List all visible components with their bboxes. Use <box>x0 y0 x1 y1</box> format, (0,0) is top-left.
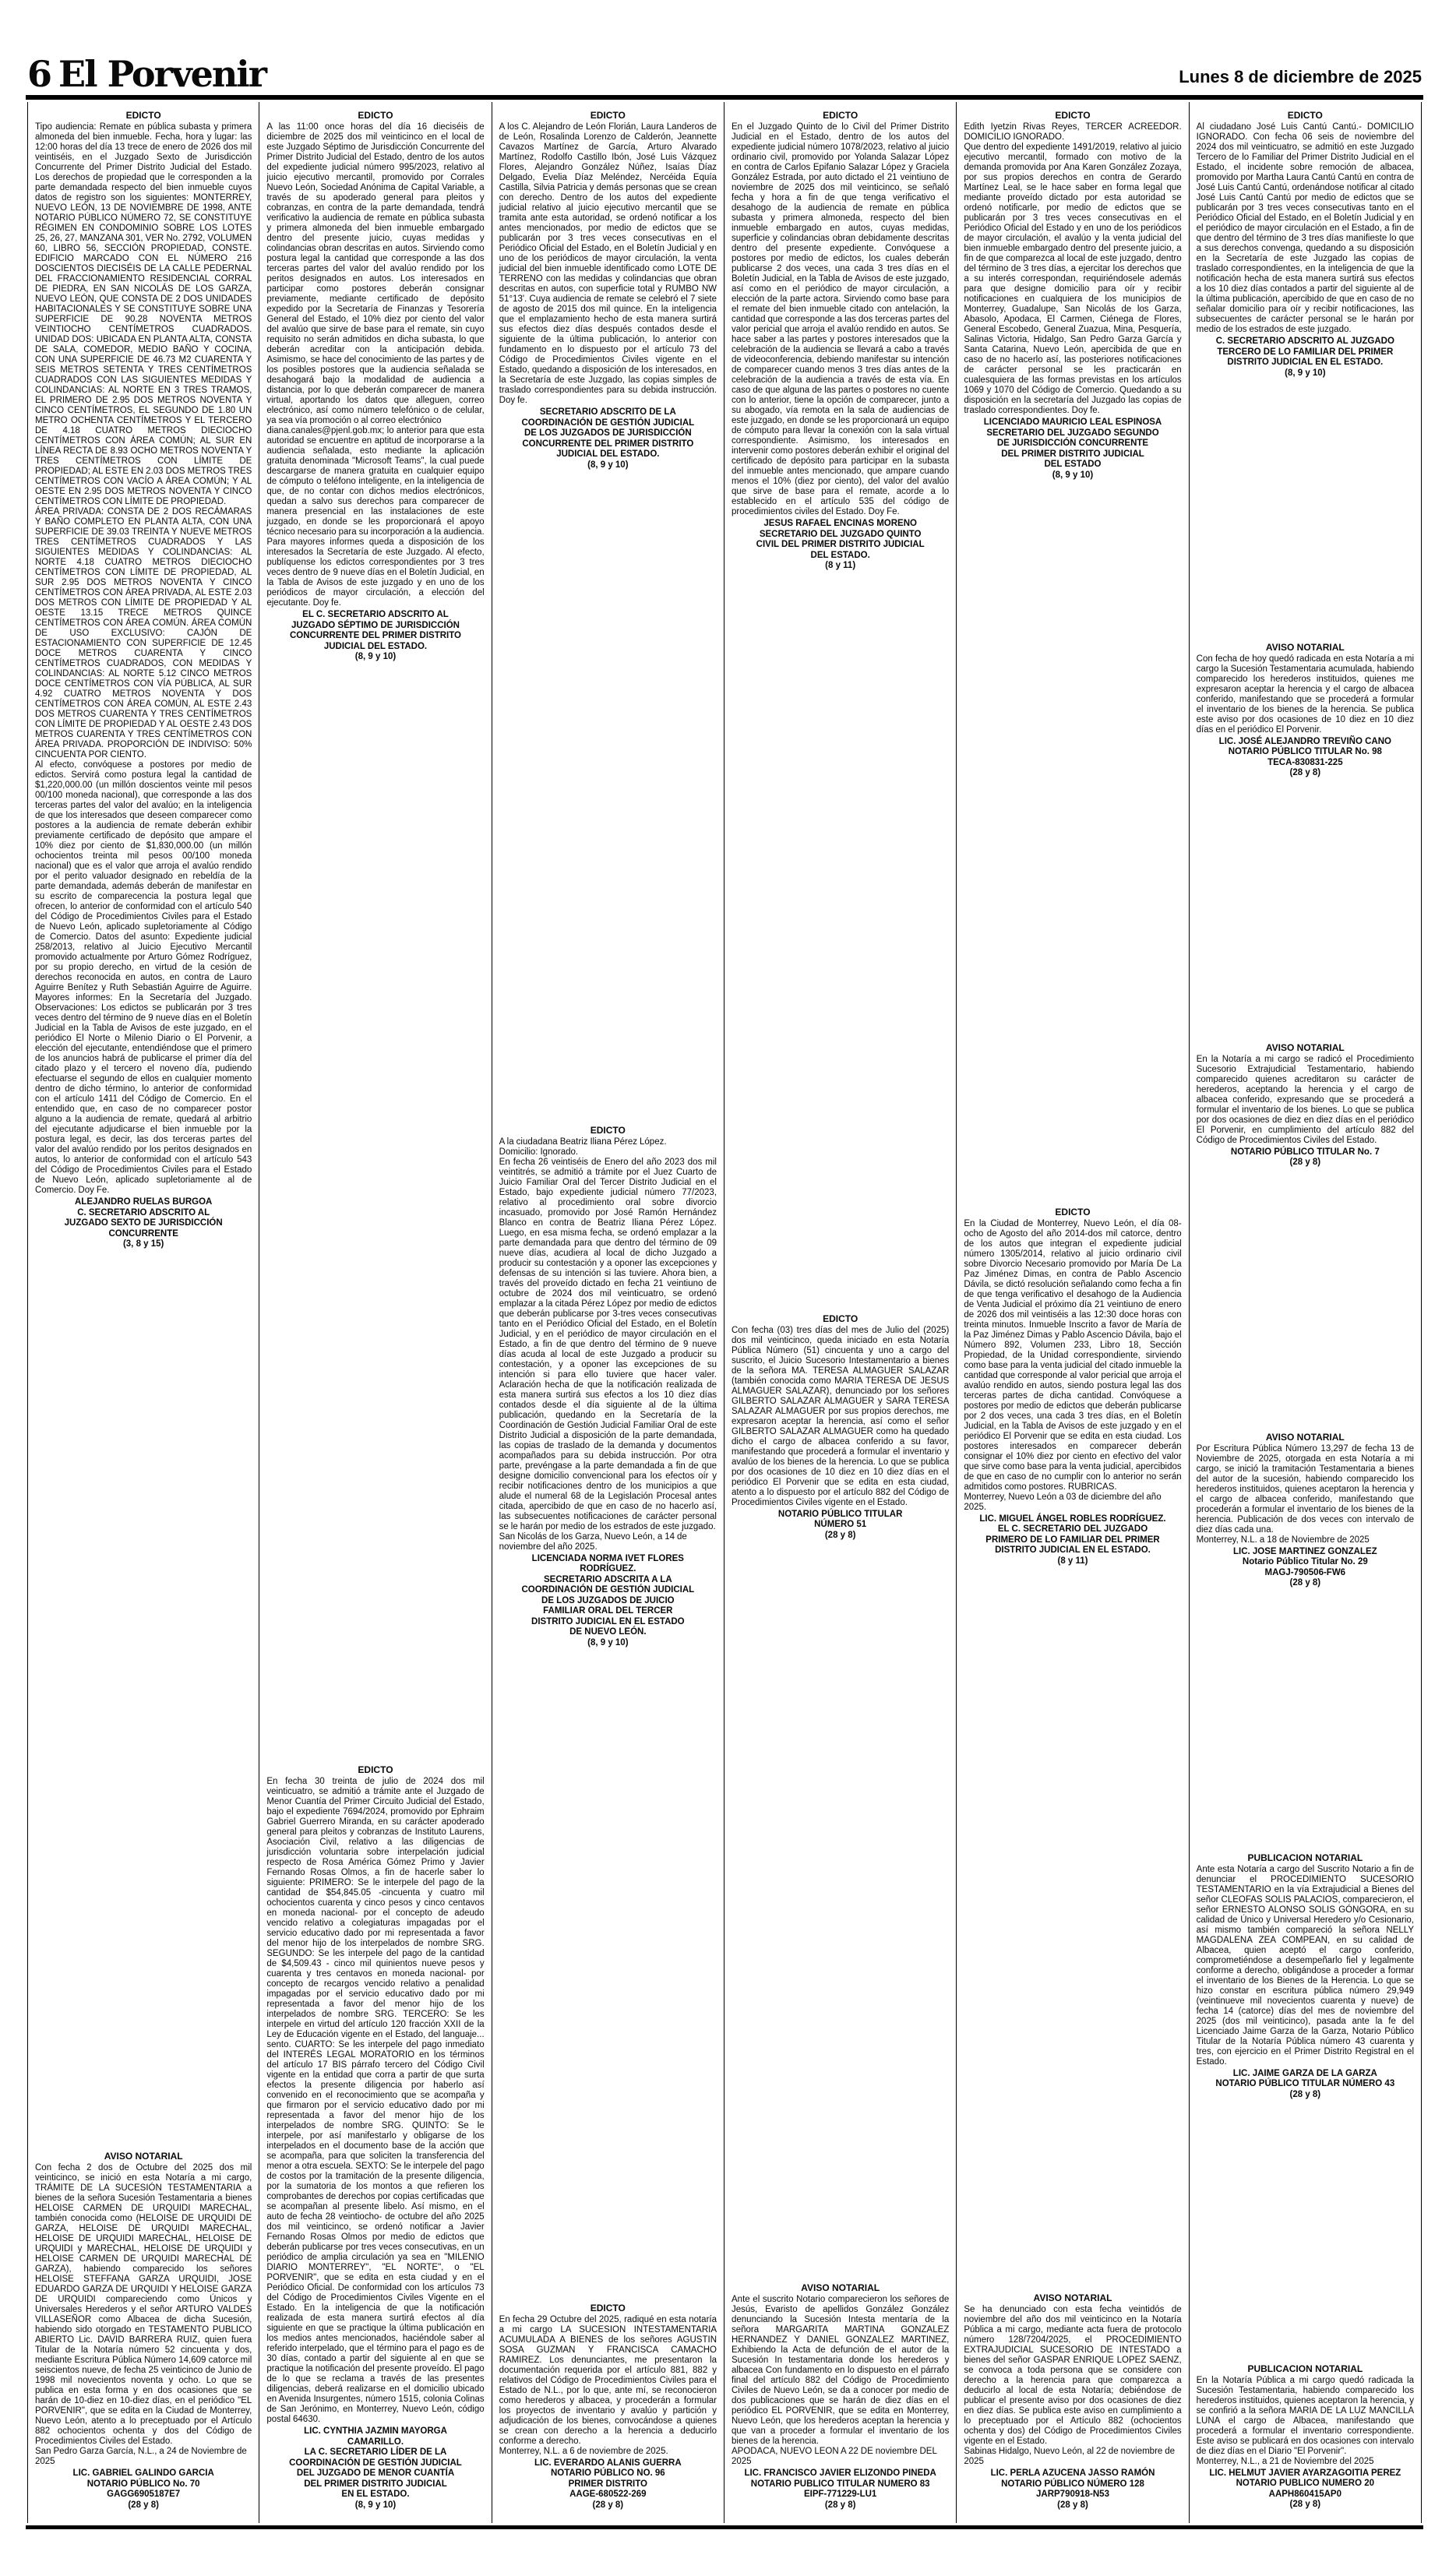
notice-paragraph: Al ciudadano José Luis Cantú Cantú.- DOMICILIO IGNORADO. Con fecha 06 seis de noviembre del 2024 dos mil veinticuatro, se admitió en este Juzgado Tercero de lo Familiar del Primer Distrito Judicial en el Estado, el incidente sobre remoción de albacea, promovido por Martha Laura Cantú Cantú en contra de José Luis Cantú Cantú, ordenándose notificar al citado José Luis Cantú Cantú por medio de edictos que se publicarán por 3 tres veces consecutivas tanto en el Periódico Oficial del Estado, en el Boletín Judicial y en el periódico de mayor circulación en el Estado, a fin de que dentro del término de 3 tres días manifieste lo que a sus derechos convenga, quedando a su disposición en la Secretaría de este Juzgado las copias de traslado correspondientes, en la inteligencia de que la notificación hecha de esta manera surtirá sus efectos a los 10 diez días contados a partir del siguiente al de la última publicación, apercibido de que en caso de no señalar domicilio para oír y recibir notificaciones, las subsecuentes de carácter personal se le harán por medio de los estrados de este juzgado. <box>1196 122 1414 334</box>
notice-paragraph: A los C. Alejandro de León Florián, Laura Landeros de de León, Rosalinda Lorenzo de Calderón, Jeannette Cavazos Martínez de García, Arturo Alvarado Martínez, Rodolfo Castillo Ibón, José Luis Vázquez Flores, Alejandro González Núñez, Isaías Díaz Delgado, Evelia Díaz Meléndez, Nercéida Equía Castilla, Silvia Patricia y demás personas que se crean con derecho. Dentro de los autos del expediente judicial relativo al juicio ejecutivo mercantil que se tramita ante esta autoridad, se ordenó notificar a los antes mencionados, por medio de edictos que se publicarán por 3 tres veces consecutivas en el Periódico Oficial del Estado, en el Boletín Judicial y en uno de los periódicos de mayor circulación, la venta judicial del bien inmueble identificado como LOTE DE TERRENO con las medidas y colindancias que obran descritas en autos, con superficie total y RUMBO NW 51°13'. Cuya audiencia de remate se celebró el 7 siete de agosto de 2015 dos mil quince. En la inteligencia que el emplazamiento hecho de esta manera surtirá sus efectos diez días después contados desde el siguiente de la última publicación, lo anterior con fundamento en lo dispuesto por el artículo 73 del Código de Procedimientos Civiles vigente en el Estado, quedando a disposición de los interesados, en la Secretaría de este Juzgado, las copias simples de traslado correspondientes para su debida instrucción. Doy fe. <box>499 122 717 405</box>
signature-line: DEL ESTADO. <box>810 550 870 560</box>
signature-line: (8, 9 y 10) <box>587 1637 629 1647</box>
signature-line: (28 y 8) <box>1289 2500 1321 2510</box>
signature-line: LIC. GABRIEL GALINDO GARCIA <box>72 2469 214 2478</box>
notice-heading: AVISO NOTARIAL <box>1265 641 1345 653</box>
notice-dateline: Monterrey, N.L., a 21 de Noviembre del 2025 <box>1196 2456 1374 2466</box>
signature-line: NOTARIO PÚBLICO TITULAR No. 7 <box>1230 1147 1380 1157</box>
signature-block <box>1197 1547 1414 1589</box>
signature-block <box>499 2458 717 2511</box>
signature-line: (28 y 8) <box>1289 768 1321 778</box>
notice-heading: EDICTO <box>1055 1206 1091 1218</box>
column-1 <box>27 102 259 2523</box>
notice <box>732 2278 949 2511</box>
signature-line: NOTARIO PÚBLICO TITULAR NÚMERO 43 <box>1215 2079 1395 2089</box>
notice <box>266 1760 484 2511</box>
signature-block <box>732 1510 949 1542</box>
signature-line: LIC. EVERARDO ALANIS GUERRA <box>534 2458 682 2468</box>
signature-line: DE LOS JUZGADOS DE JURISDICCIÓN <box>524 428 692 438</box>
notice-heading: AVISO NOTARIAL <box>1033 2292 1112 2303</box>
signature-line: DE JURISDICCIÓN CONCURRENTE <box>996 439 1149 448</box>
masthead <box>27 53 266 95</box>
notice <box>964 2288 1181 2511</box>
signature-block <box>499 1554 717 1649</box>
notice-heading: AVISO NOTARIAL <box>1265 1041 1345 1053</box>
signature-line: NOTARIO PÚBLICO NÚMERO 128 <box>1001 2479 1144 2489</box>
signature-block <box>1197 337 1414 379</box>
signature-block <box>1197 737 1414 779</box>
signature-line: TERCERO DE LO FAMILIAR DEL PRIMER <box>1217 347 1394 357</box>
notice-dateline: Monterrey, N.L. a 6 de noviembre de 2025. <box>499 2446 668 2456</box>
signature-line: Notario Público Titular No. 29 <box>1242 1557 1368 1567</box>
notice-heading: AVISO NOTARIAL <box>801 2282 880 2293</box>
notice-paragraph: Que dentro del expediente 1491/2019, relativo al juicio ejecutivo mercantil, formado con motivo de la demanda promovida por Ana Karen González Zozaya, por sus propios derechos en contra de Gerardo Martínez Leal, se le hace saber en forma legal que mediante proveído dictado por esta autoridad se ordenó notificarle, por medio de edictos que se publicarán por 3 tres veces consecutivas en el Periódico Oficial del Estado y en uno de los periódicos de mayor circulación, el avalúo y la venta judicial del bien inmueble embargado dentro del presente juicio, a fin de que comparezca al local de este juzgado, dentro del término de 3 tres días, a ejercitar los derechos que a su interés correspondan, requiriéndosele además para que designe domicilio para oír y recibir notificaciones en cualquiera de los municipios de Monterrey, Guadalupe, San Nicolás de los Garza, Abasolo, Apodaca, El Carmen, Ciénega de Flores, General Escobedo, General Zuazua, Mina, Pesquería, Salinas Victoria, Hidalgo, San Pedro Garza García y Santa Catarina, Nuevo León, apercibida de que en caso de no hacerlo así, las posteriores notificaciones de carácter personal se les practicarán en cualesquiera de las formas previstas en los artículos 1069 y 1070 del Código de Comercio. Quedando a su disposición en la secretaría del Juzgado las copias de traslado correspondientes. Doy fe. <box>964 143 1182 415</box>
notice-dateline: Sabinas Hidalgo, Nuevo León, al 22 de noviembre de 2025 <box>964 2447 1176 2466</box>
signature-block <box>1197 2469 1414 2511</box>
notice-heading: EDICTO <box>1287 110 1323 121</box>
signature-line: NOTARIO PÚBLICO TITULAR No. 98 <box>1228 747 1382 757</box>
notice-paragraph: En la Ciudad de Monterrey, Nuevo León, el día 08-ocho de Agosto del año 2014-dos mil catorce, dentro de los autos que integran el expediente judicial número 1305/2014, relativo al juicio ordinario civil sobre Divorcio Necesario promovido por María De La Paz Jiménez Dimas, en contra de Pablo Ascencio Dávila, se dictó resolución señalando como fecha a fin de que tenga verificativo el desahogo de la Audiencia de Venta Judicial el próximo día 21 veintiuno de enero de 2026 dos mil veintiséis a las 12:30 doce horas con treinta minutos. Inmueble Inscrito a favor de María de la Paz Jiménez Dimas y Pablo Ascencio Dávila, bajo el Número 892, Volumen 233, Libro 18, Sección Propiedad, de la Unidad correspondiente, sirviendo como base para la venta judicial del citado inmueble la cantidad que corresponde al valor pericial que arroja el avalúo rendido en autos, siendo postura legal las dos terceras partes de dicha cantidad. Convóquese a postores por medio de edictos que deberán publicarse por 2 dos veces, una cada 3 tres días, en el Boletín Judicial, en la Tabla de Avisos de este juzgado y en el periódico El Porvenir que se edita en esta ciudad. Los postores interesados en comparecer deberán consignar el 10% diez por ciento en efectivo del valor que sirve como base para la venta judicial, apercibidos de que en caso de no cumplir con lo anterior no serán admitidos como postores. RUBRICAS. <box>964 1218 1182 1492</box>
signature-line: DISTRITO JUDICIAL EN EL ESTADO. <box>995 1545 1151 1556</box>
notice-dateline: San Pedro Garza García, N.L., a 24 de Noviembre de 2025 <box>35 2447 247 2466</box>
header-rule <box>26 95 1423 100</box>
signature-line: LIC. MIGUEL ÁNGEL ROBLES RODRÍGUEZ. <box>979 1514 1166 1524</box>
column-4 <box>724 102 957 2523</box>
signature-line: ALEJANDRO RUELAS BURGOA <box>74 1197 213 1207</box>
signature-line: COORDINACIÓN DE GESTIÓN JUDICIAL <box>521 418 695 428</box>
signature-line: SECRETARIO DEL JUZGADO QUINTO <box>759 529 922 539</box>
notice <box>499 2298 717 2511</box>
signature-line: C. SECRETARIO ADSCRITO AL JUZGADO <box>1215 337 1394 346</box>
signature-line: (28 y 8) <box>128 2500 159 2510</box>
signature-line: SECRETARIO DEL JUZGADO SEGUNDO <box>986 428 1159 438</box>
signature-line: JARP790918-N53 <box>1036 2490 1109 2499</box>
notice-paragraph: Por Escritura Pública Número 13,297 de fecha 13 de Noviembre de 2025, otorgada en esta Notaría a mi cargo, se inició la tramitación Testamentaria a bienes del autor de la sucesión, habiendo comparecido los herederos instituidos, quienes aceptaron la herencia y el cargo de albacea conferido, manifestando que procederán a formular el inventario de los bienes de la herencia. Publicación de dos veces con intervalo de diez días cada una. <box>1196 1443 1414 1535</box>
signature-line: LA C. SECRETARIO LÍDER DE LA <box>304 2447 447 2457</box>
signature-line: CONCURRENTE DEL PRIMER DISTRITO <box>289 631 461 640</box>
notice-paragraph: Ante esta Notaría a cargo del Suscrito Notario a fin de denunciar el PROCEDIMIENTO SUCESORIO TESTAMENTARIO en la vía Extrajudicial a Bienes del señor CLEOFAS SOLIS PALACIOS, comparecieron, el señor ERNESTO ALONSO SOLIS GÓNGORA, en su calidad de Único y Universal Heredero y/o Cesionario, así mismo también compareció la señora NELLY MAGDALENA ZEA COMPEAN, en su calidad de Albacea, quien aceptó el cargo conferido, comprometiéndose a desempeñarlo fiel y legalmente conforme a derecho, obligándose a proceder a formar el inventario de los Bienes de la Herencia. Lo que se hizo constar en escritura pública número 29,949 (veintinueve mil novecientos cuarenta y nueve) de fecha 14 (catorce) días del mes de noviembre del 2025 (dos mil veinticinco), pasada ante la fe del Licenciado Jaime Garza de la Garza, Notario Público Titular de la Notaría Pública número 43 cuarenta y tres, con ejercicio en el Primer Distrito Registral en el Estado. <box>1196 1864 1414 2067</box>
signature-line: (8, 9 y 10) <box>1052 470 1094 480</box>
signature-line: DEL PRIMER DISTRITO JUDICIAL <box>1001 449 1144 459</box>
signature-line: LIC. JOSE MARTINEZ GONZALEZ <box>1233 1546 1377 1556</box>
footer-rule <box>26 2525 1423 2529</box>
signature-line: COORDINACIÓN DE GESTIÓN JUDICIAL <box>289 2458 462 2468</box>
signature-line: MAGJ-790506-FW6 <box>1264 1567 1346 1577</box>
column-2 <box>259 102 492 2523</box>
notice <box>1197 1848 1414 2101</box>
signature-line: LIC. HELMUT JAVIER AYARZAGOITIA PEREZ <box>1209 2468 1401 2478</box>
notice-paragraph: Domicilio: Ignorado. <box>499 1147 579 1157</box>
signature-line: LICENCIADA NORMA IVET FLORES <box>531 1553 684 1563</box>
signature-line: JUDICIAL DEL ESTADO. <box>323 641 428 651</box>
signature-line: FAMILIAR ORAL DEL TERCER <box>543 1606 673 1616</box>
notice <box>1197 637 1414 779</box>
signature-line: JUZGADO SEXTO DE JURISDICCIÓN <box>64 1218 223 1228</box>
signature-block <box>964 418 1181 481</box>
signature-line: PRIMERO DE LO FAMILIAR DEL PRIMER <box>985 1535 1160 1545</box>
signature-line: (8 y 11) <box>1057 1556 1088 1566</box>
signature-block <box>964 2469 1181 2511</box>
notice-heading: PUBLICACION NOTARIAL <box>1247 1852 1363 1863</box>
notice-paragraph: ÁREA PRIVADA: CONSTA DE 2 DOS RECÁMARAS Y BAÑO COMPLETO EN PLANTA ALTA, CON UNA SUPERFICIE DE 39.03 TREINTA Y NUEVE METROS TRES CENTÍMETROS CUADRADOS Y LAS SIGUIENTES MEDIDAS Y COLINDANCIAS: AL NORTE 4.18 CUATRO METROS DIECIOCHO CENTÍMETROS CON LÍMITE DE PROPIEDAD, AL SUR 2.95 DOS METROS NOVENTA Y CINCO CENTÍMETROS CON ÁREA PRIVADA, AL ESTE 2.03 DOS METROS CON LÍMITE DE PROPIEDAD Y AL OESTE 13.15 TRECE METROS QUINCE CENTÍMETROS CON ÁREA COMÚN. ÁREA COMÚN DE USO EXCLUSIVO: CAJÓN DE ESTACIONAMIENTO CON SUPERFICIE DE 12.45 DOCE METROS CUARENTA Y CINCO CENTÍMETROS CUADRADOS, CON MEDIDAS Y COLINDANCIAS: AL NORTE 5.12 CINCO METROS DOCE CENTÍMETROS CON VÍA PÚBLICA, AL SUR 4.92 CUATRO METROS NOVENTA Y DOS CENTÍMETROS CON ÁREA COMÚN, AL ESTE 2.43 DOS METROS CUARENTA Y TRES CENTÍMETROS CON LÍMITE DE PROPIEDAD Y AL OESTE 2.43 DOS METROS CUARENTA Y TRES CENTÍMETROS CON ÁREA PRIVADA. PROPORCIÓN DE INDIVISO: 50% CINCUENTA POR CIENTO. <box>35 507 252 759</box>
signature-line: (8, 9 y 10) <box>354 2500 397 2510</box>
notice <box>1197 105 1414 379</box>
notice-heading: EDICTO <box>590 2302 626 2313</box>
signature-line: DEL ESTADO <box>1044 460 1102 469</box>
notice <box>1197 2359 1414 2511</box>
signature-line: AAPH860415AP0 <box>1268 2489 1341 2499</box>
signature-line: DEL JUZGADO DE MENOR CUANTÍA <box>296 2469 455 2478</box>
notice <box>499 105 717 470</box>
signature-line: SECRETARIO ADSCRITA A LA <box>544 1574 672 1584</box>
signature-line: AAGE-680522-269 <box>569 2490 647 2499</box>
signature-line: JUZGADO SÉPTIMO DE JURISDICCIÓN <box>291 620 460 630</box>
notice-heading: AVISO NOTARIAL <box>104 2151 183 2162</box>
notice <box>35 105 252 1250</box>
notice <box>35 2146 252 2511</box>
signature-line: LIC. JOSÉ ALEJANDRO TREVIÑO CANO <box>1218 736 1391 746</box>
notice-paragraph: diana.canales@pjenl.gob.mx; lo anterior para que esta autoridad se encuentre en aptitud de incorporarse a la audiencia señalada, esto mediante la aplicación gratuita denominada "Microsoft Teams", la cual puede descargarse de manera gratuita en cualquier equipo de cómputo o teléfono inteligente, en la inteligencia de que, de no contar con dichos medios electrónicos, quedan a salvo sus derechos para comparecer de manera presencial en las instalaciones de este juzgado, en donde se les proporcionará el apoyo técnico necesario para su incorporación a la audiencia. Para mayores informes queda a disposición de los interesados la Secretaría de este Juzgado. Al efecto, publíquense los edictos correspondientes por 3 tres veces dentro de 9 nueve días en el Boletín Judicial, en la Tabla de Avisos de este juzgado y en uno de los periódicos de mayor circulación, a elección del ejecutante. Doy fe. <box>266 426 485 608</box>
signature-line: GAGG6905187E7 <box>107 2490 181 2499</box>
notice-paragraph: En fecha 30 treinta de julio de 2024 dos mil veinticuatro, se admitió a trámite ante el Juzgado de Menor Cuantía del Primer Circuito Judicial del Estado, bajo el expediente 7694/2024, promovido por Ephraim Gabriel Guerrero Miranda, en su carácter apoderado general para pleitos y cobranzas de Instituto Laurens, Asociación Civil, relativo a las diligencias de jurisdicción voluntaria sobre interpelación judicial respecto de Rosa América Gómez Primo y Javier Fernando Rosas Olmos, a fin de hacerle saber lo siguiente: PRIMERO: Se le interpele del pago de la cantidad de $54,845.05 -cincuenta y cuatro mil ochocientos cuarenta y cinco pesos y cinco centavos en moneda nacional- por el concepto de adeudo vencido relativo a colegiaturas impagadas por el servicio educativo dado por mi representada a favor del menor hijo de los interpelados de nombre SRG. SEGUNDO: Se les interpele del pago de la cantidad de $4,509.43 - cinco mil quinientos nueve pesos y cuarenta y tres centavos en moneda nacional- por concepto de recargos vencido relativo a penalidad impagadas por el servicio educativo dado por mi representada a favor del menor hijo de los interpelados de nombre SRG. TERCERO: Se les interpele en virtud del artículo 120 fracción XXII de la Ley de Educación vigente en el Estado, del languaje... sento. CUARTO: Se les interpele del pago inmediato del INTERÉS LEGAL MORATORIO en los términos del artículo 17 BIS párrafo tercero del Código Civil vigente en la entidad que corra a partir de que surta efectos la presente diligencia por haberlo así convenido en el reconocimiento que se acompaña y que firmaron por el servicio educativo dado por mi representada a favor del menor hijo de los interpelados de nombre SRG. QUINTO: Se le interpele, por así manifestarlo y obligarse de los interpelados en el documento base de la acción que se acompaña, para que soliciten la transferencia del menor a otra escuela. SEXTO: Se le interpele del pago de costos por la tramitación de la presente diligencia, por la sumatoria de los montos a que refieren los comprobantes de derechos por copias certificadas que se acompañan al presente libelo. Así mismo, en el auto de fecha 28 veintiocho- de octubre del año 2025 dos mil veinticinco, se ordenó notificar a Javier Fernando Rosas Olmos por medio de edictos que deberán publicarse por tres veces consecutivas, en un periódico de amplia circulación ya sea en "MILENIO DIARIO MONTERREY", "EL NORTE", o "EL PORVENIR", que se edita en esta ciudad y en el Periódico Oficial. De conformidad con los artículos 73 del Código de Procedimientos Civiles Vigente en el Estado. En la inteligencia de que la notificación realizada de esta manera surtirá efectos al día siguiente en que se practique la última publicación en los medios antes mencionados, haciéndole saber al referido interpelado, que el término para el pago es de 30 días, contado a partir del siguiente al en que se practique la notificación del presente proveído. El pago de lo que se reclama a través de las presentes diligencias, deberá realizarse en el domicilio ubicado en Avenida Insurgentes, número 1515, colonia Colinas de San Jerónimo, en Monterrey, Nuevo León, código postal 64630. <box>266 1777 485 2424</box>
signature-line: (8, 9 y 10) <box>1285 368 1326 378</box>
signature-line: JESUS RAFAEL ENCINAS MORENO <box>763 519 917 528</box>
notice-paragraph: En fecha 29 Octubre del 2025, radiqué en esta notaría a mi cargo LA SUCESION INTESTAMENTARIA ACUMULADA A BIENES de los señores AGUSTIN SOSA GUZMAN Y FRANCISCA CAMACHO RAMIREZ. Los denunciantes, me presentaron la documentación requerida por el artículo 881, 882 y relativos del Código de Procedimientos Civiles para el Estado de N.L., por lo que, ante mí, se reconocieron como herederos y albacea, y procederán a formular los proyectos de inventario y avalúo y partición y adjudicación de los bienes, convocándose a quienes se crean con derecho a la herencia a deducirlo conforme a derecho. <box>499 2314 717 2446</box>
signature-block <box>35 1197 252 1250</box>
signature-block <box>266 610 484 663</box>
page-number: 6 <box>27 53 51 95</box>
notice-heading: EDICTO <box>590 1124 626 1136</box>
signature-line: EIPF-771229-LU1 <box>804 2490 877 2499</box>
signature-line: (28 y 8) <box>1057 2500 1088 2510</box>
notice-paragraph: Con fecha (03) tres días del mes de Julio del (2025) dos mil veinticinco, queda iniciado en esta Notaría Pública Número (51) cincuenta y uno a cargo del suscrito, el Juicio Sucesorio Intestamentario a bienes de la señora MA. TERESA ALMAGUER SALAZAR (también conocida como MARIA TERESA DE JESUS ALMAGUER SALAZAR), denunciado por los señores GILBERTO SALAZAR ALMAGUER y SARA TERESA SALAZAR ALMAGUER por sus propios derechos, me expresaron aceptar la herencia, así como el señor GILBERTO SALAZAR ALMAGUER como ha quedado dicho el cargo de albacea conferido a su favor, manifestando que procederá a formular el inventario y avalúo de los bienes de la herencia. Lo que se publica por dos ocasiones de 10 diez en 10 diez días en el periódico El Porvenir que se edita en esta ciudad, atento a lo dispuesto por el artículo 882 del Código de Procedimientos Civiles vigente en el Estado. <box>732 1325 950 1507</box>
notice-paragraph: Al efecto, convóquese a postores por medio de edictos. Servirá como postura legal la cantidad de $1,220,000.00 (un millón doscientos veinte mil pesos 00/100 moneda nacional), que corresponde a las dos terceras partes del valor del avalúo; en la inteligencia de que los interesados que deseen comparecer como postores a la audiencia de remate deberán exhibir previamente certificado de depósito que ampare el 10% diez por ciento de $1,830,000.00 (un millón ochocientos treinta mil pesos 00/100 moneda nacional) que es el valor que arroja el avalúo rendido por el perito valuador designado en rebeldía de la parte demandada, además deberán de manifestar en su escrito de comparecencia la postura legal que ofrecen, lo anterior de conformidad con el artículo 540 del Código de Procedimientos Civiles para el Estado de Nuevo León, aplicado supletoriamente al Código de Comercio. Datos del asunto: Expediente judicial 258/2013, relativo al Juicio Ejecutivo Mercantil promovido actualmente por Arturo Gómez Rodríguez, por su propio derecho, en virtud de la cesión de derechos reconocida en autos, en contra de Lauro Aguirre Benítez y Ruth Sebastián Aguirre de Aguirre. Mayores informes: En la Secretaría del Juzgado. Observaciones: Los edictos se publicarán por 3 tres veces dentro del término de 9 nueve días en el Boletín Judicial en la Tabla de Avisos de este juzgado, en el periódico El Norte o Milenio Diario o El Porvenir, a elección del ejecutante, entendiéndose que el primero de los anuncios habrá de publicarse el primer día del citado plazo y el tercero el noveno día, pudiendo efectuarse el segundo de ellos en cualquier momento dentro de dicho término, lo anterior de conformidad con el artículo 1411 del Código de Comercio. En el entendido que, en caso de no comparecer postor alguno a la audiencia de remate, quedará al arbitrio del ejecutante adjudicarse el bien inmueble por la postura legal, es decir, las dos terceras partes del valor del avalúo rendido por los peritos designados en autos, lo anterior de conformidad con el artículo 543 del Código de Procedimientos Civiles para el Estado de Nuevo León, aplicado supletoriamente al de Comercio. Doy Fe. <box>35 760 252 1195</box>
signature-line: DE LOS JUZGADOS DE JUICIO <box>541 1595 675 1605</box>
signature-line: NOTARIO PUBLICO TITULAR NUMERO 83 <box>750 2479 930 2489</box>
page-header <box>26 45 1423 95</box>
signature-line: (8 y 11) <box>825 561 856 570</box>
notice-heading: EDICTO <box>125 110 161 121</box>
edition-date: Lunes 8 de diciembre de 2025 <box>1179 67 1422 86</box>
notice <box>499 1120 717 1649</box>
signature-line: EL C. SECRETARIO DEL JUZGADO <box>997 1524 1148 1535</box>
signature-line: NOTARIO PÚBLICO TITULAR <box>777 1509 903 1519</box>
signature-block <box>499 407 717 470</box>
notice <box>1197 1038 1414 1168</box>
notice-dateline: Monterrey, N.L. a 18 de Noviembre de 2025 <box>1196 1535 1370 1545</box>
notice <box>964 1202 1181 1567</box>
notice-heading: EDICTO <box>590 110 626 121</box>
signature-line: LICENCIADO MAURICIO LEAL ESPINOSA <box>983 418 1162 427</box>
column-3 <box>492 102 724 2523</box>
column-6 <box>1190 102 1422 2523</box>
notice <box>1197 1427 1414 1589</box>
notice-paragraph: En el Juzgado Quinto de lo Civil del Primer Distrito Judicial en el Estado, dentro de los autos del expediente judicial número 1078/2023, relativo al juicio ordinario civil, promovido por Yolanda Salazar López en contra de Carlos Epifanio Salazar López y Graciela González Estrada, por auto dictado el 21 veintiuno de noviembre de 2025 dos mil veinticinco, se señaló fecha y hora a fin de que tenga verificativo el desahogo de la audiencia de remate en pública subasta y primera almoneda, respecto del bien inmueble embargado en autos, cuyas medidas, superficie y colindancias obran debidamente descritas dentro del presente expediente. Convóquese a postores por medio de edictos, los cuales deberán publicarse 2 dos veces, una cada 3 tres días en el Boletín Judicial, en la Tabla de Avisos de este juzgado, así como en el periódico de mayor circulación, a elección de la parte actora. Sirviendo como base para el remate del bien inmueble citado con antelación, la cantidad que corresponde a las dos terceras partes del valor pericial que arroja el avalúo rendido en autos. Se hace saber a las partes y postores interesados que la celebración de la audiencia se llevará a cabo a través de videoconferencia, debiendo manifestar su intención de comparecer cuando menos 3 tres días antes de la celebración de la audiencia a través de esta vía. En caso de que alguna de las partes o postores no cuente con lo anterior, tiene la opción de comparecer, junto a su abogado, vía remota en la sala de audiencias de este juzgado, en donde se les proporcionará un equipo de cómputo para llevar la conexión con la sala virtual correspondiente. Asimismo, los interesados en intervenir como postores deberán exhibir el original del certificado de depósito para participar en la subasta del inmueble antes mencionado, que ampare cuando menos el 10% (diez por ciento), del valor del avalúo que sirve de base para el remate, acorde a lo establecido en el artículo 535 del código de procedimientos civiles del Estado. Doy Fe. <box>732 122 950 516</box>
signature-line: LIC. JAIME GARZA DE LA GARZA <box>1232 2068 1377 2078</box>
signature-line: (8, 9 y 10) <box>587 460 629 470</box>
signature-line: CONCURRENTE DEL PRIMER DISTRITO <box>522 439 694 449</box>
signature-block <box>266 2426 484 2511</box>
signature-line: LIC. CYNTHIA JAZMIN MAYORGA <box>304 2426 447 2436</box>
signature-line: (28 y 8) <box>592 2500 624 2510</box>
signature-line: RODRÍGUEZ. <box>580 1564 636 1573</box>
notice-paragraph: Se ha denunciado con esta fecha veintidós de noviembre del año dos mil veinticinco en la Notaría Pública a mi cargo, mediante acta fuera de protocolo número 128/7204/2025, el PROCEDIMIENTO EXTRAJUDICIAL SUCESORIO DE INTESTADO a bienes del señor GASPAR ENRIQUE LOPEZ SAENZ, se convoca a toda persona que se considere con derecho a la herencia para que comparezca a deducirlo al local de esta Notaría; debiéndose de publicar el presente aviso por dos ocasiones de diez en diez días. Se publica este aviso en cumplimiento a lo preceptuado por el Artículo 882 (ochocientos ochenta y dos) del Código de Procedimientos Civiles vigente en el Estado. <box>964 2305 1182 2446</box>
notice <box>732 105 949 572</box>
notice-heading: EDICTO <box>358 1764 393 1775</box>
notice-paragraph: Tipo audiencia: Remate en pública subasta y primera almoneda del bien inmueble. Fecha, hora y lugar: las 12:00 horas del día 13 trece de enero de 2026 dos mil veintiséis, en el Juzgado Sexto de Jurisdicción Concurrente del Primer Distrito Judicial del Estado. Los derechos de propiedad que le corresponden a la parte demandada respecto del bien inmueble cuyos datos de registro son los siguientes: MONTERREY, NUEVO LEÓN, 13 DE NOVIEMBRE DE 1998, ANTE NOTARIO PÚBLICO NÚMERO 72, SE CONSTITUYE RÉGIMEN EN CONDOMINIO SOBRE LOS LOTES 25, 26, 27, MANZANA 301, VER No. 2792, VOLUMEN 60, LIBRO 56, SECCIÓN PROPIEDAD, CONSTE. EDIFICIO MARCADO CON EL NÚMERO 216 DOSCIENTOS DIECISÉIS DE LA CALLE PEDERNAL DEL FRACCIONAMIENTO RESIDENCIAL CORRAL DE PIEDRA, EN SAN NICOLÁS DE LOS GARZA, NUEVO LEÓN, QUE CONSTA DE 2 DOS UNIDADES HABITACIONALES Y SE CONSTITUYE SOBRE UNA SUPERFICIE DE 90.28 NOVENTA METROS VEINTIOCHO CENTÍMETROS CUADRADOS. UNIDAD DOS: UBICADA EN PLANTA ALTA, CONSTA DE SALA, COMEDOR, MEDIO BAÑO Y COCINA, CON UNA SUPERFICIE DE 46.73 M2 CUARENTA Y SEIS METROS SETENTA Y TRES CENTÍMETROS CUADRADOS CON LAS SIGUIENTES MEDIDAS Y COLINDANCIAS: AL NORTE EN 3 TRES TRAMOS, EL PRIMERO DE 2.95 DOS METROS NOVENTA Y CINCO CENTÍMETROS, EL SEGUNDO DE 1.80 UN METRO OCHENTA CENTÍMETROS Y EL TERCERO DE 4.18 CUATRO METROS DIECIOCHO CENTÍMETROS CON ÁREA COMÚN; AL SUR EN LÍNEA RECTA DE 8.93 OCHO METROS NOVENTA Y TRES CENTÍMETROS CON LÍMITE DE PROPIEDAD; AL ESTE EN 2.03 DOS METROS TRES CENTÍMETROS CON VACÍO A ÁREA COMÚN; Y AL OESTE EN 2.95 DOS METROS NOVENTA Y CINCO CENTÍMETROS CON LÍMITE DE PROPIEDAD. <box>35 122 252 506</box>
notice <box>732 1309 949 1542</box>
signature-line: TECA-830831-225 <box>1267 757 1343 767</box>
signature-line: (3, 8 y 15) <box>122 1239 164 1249</box>
signature-block <box>35 2469 252 2511</box>
signature-block <box>964 1514 1181 1567</box>
notice-paragraph: Con fecha 2 dos de Octubre del 2025 dos mil veinticinco, se inició en esta Notaría a mi cargo, TRÁMITE DE LA SUCESIÓN TESTAMENTARIA a bienes de la señora Sucesión Testamentaria a bienes HELOISE CARMEN DE URQUIDI MARECHAL, también conocida como (HELOISE DE URQUIDI DE GARZA, HELOISE DE URQUIDI MARECHAL, HELOISE DE URQUIDI MARECHAL, HELOISE DE URQUIDI y MARECHAL, HELOISE DE URQUIDI y HELOISE CARMEN DE URQUIDI MARECHAL DE GARZA), habiendo comparecido los señores HELOISE STEFFANA GARZA URQUIDI, JOSE EDUARDO GARZA DE URQUIDI Y HELOISE GARZA DE URQUIDI compareciendo como Únicos y Universales Herederos y el señor ARTURO VALDES VILLASEÑOR como Albacea de dicha Sucesión, habiendo sido otorgado en TESTAMENTO PUBLICO ABIERTO Lic. DAVID BARRERA RUIZ, quien fuera Titular de la Notaría número 52 cincuenta y dos, mediante Escritura Pública Número 14,609 catorce mil seiscientos nueve, de fecha 25 veinticinco de Junio de 1998 mil novecientos noventa y ocho. Lo que se publica en esta forma y en dos ocasiones que se harán de 10-diez en 10-diez días, en el periódico "EL PORVENIR", que se edita en la Ciudad de Monterrey, Nuevo León, atento a lo preceptuado por el Artículo 882 ochocientos ochenta y dos del Código de Procedimientos Civiles del Estado. <box>35 2163 252 2446</box>
notice-heading: PUBLICACION NOTARIAL <box>1247 2363 1363 2374</box>
notice-paragraph: A las 11:00 once horas del día 16 dieciséis de diciembre de 2025 dos mil veinticinco en el local de este Juzgado Séptimo de Jurisdicción Concurrente del Primer Distrito Judicial del Estado, dentro de los autos del expediente judicial número 995/2023, relativo al juicio ejecutivo mercantil, promovido por Corrales Nuevo León, Sociedad Anónima de Capital Variable, a través de su apoderado general para pleitos y cobranzas, en contra de la parte demandada, tendrá verificativo la audiencia de remate en pública subasta y primera almoneda del bien inmueble embargado dentro del presente juicio, cuyas medidas y colindancias obran descritas en autos. Sirviendo como postura legal la cantidad que corresponde a las dos terceras partes del valor del avalúo rendido por los peritos designados en autos. Los interesados en participar como postores deberán consignar previamente, mediante certificado de depósito expedido por la Secretaría de Finanzas y Tesorería General del Estado, el 10% diez por ciento del valor del avalúo que sirve de base para el remate, sin cuyo requisito no serán admitidos en dicha subasta, lo que deberán acreditar con la anticipación debida. Asimismo, se hace del conocimiento de las partes y de los posibles postores que la audiencia señalada se desahogará bajo la modalidad de audiencia a distancia, por lo que deberán comparecer de manera virtual, aportando los datos que alleguen, correo electrónico, así como número telefónico o de celular, ya sea vía promoción o al correo electrónico <box>266 122 485 425</box>
notice-paragraph: En fecha 26 veintiséis de Enero del año 2023 dos mil veintitrés, se admitió a trámite por el Juez Cuarto de Juicio Familiar Oral del Tercer Distrito Judicial en el Estado, bajo expediente judicial número 77/2023, relativo al procedimiento oral sobre divorcio incasuado, promovido por José Ramón Hernández Blanco en contra de Beatriz Iliana Pérez López. Luego, en esa misma fecha, se ordenó emplazar a la parte demandada para que dentro del término de 09 nueve días, acudiera al local de dicho Juzgado a producir su contestación y a oponer las excepciones y defensas de su intención si las tuviere. Ahora bien, a través del proveído dictado en fecha 21 veintiuno de octubre de 2024 dos mil veinticuatro, se ordenó emplazar a la citada Pérez López por medio de edictos que deberán publicarse por 3-tres veces consecutivas tanto en el Periódico Oficial del Estado, en el Boletín Judicial, y en el periódico de mayor circulación en el Estado, a fin de que dentro del término de 9 nueve días acuda al local de este Juzgado a producir su contestación, y a oponer las excepciones de su intención si para ello tuviere que hacer valer. Aclaración hecha de que la notificación realizada de esta manera surtirá sus efectos a los 10 diez días contados desde el día siguiente al de la última publicación, quedando en la Secretaría de la Coordinación de Gestión Judicial Familiar Oral de este Distrito Judicial a disposición de la parte demandada, las copias de traslado de la demanda y documentos acompañados para su debida instrucción. Por otra parte, prevéngase a la parte demandada a fin de que designe domicilio convencional para los efectos oír y recibir notificaciones dentro de los municipios a que alude el numeral 68 de la Legislación Procesal antes citada, apercibido de que en caso de no hacerlo así, las subsecuentes notificaciones de carácter personal se le harán por medio de los estrados de este juzgado. <box>499 1157 717 1531</box>
signature-line: (28 y 8) <box>1289 1158 1321 1168</box>
notice-paragraph: A la ciudadana Beatriz Iliana Pérez López. <box>499 1136 667 1147</box>
signature-line: SECRETARIO ADSCRITO DE LA <box>539 407 676 417</box>
signature-line: CIVIL DEL PRIMER DISTRITO JUDICIAL <box>756 540 925 549</box>
notice-heading: EDICTO <box>1055 110 1091 121</box>
notice-paragraph: En la Notaría Pública a mi cargo quedó radicada la Sucesión Testamentaria, habiendo comparecido los herederos instituidos, quienes aceptaron la herencia, y se confirió a la señora MARIA DE LA LUZ MANCILLA LUNA el cargo de Albacea, manifestando que procederá a formular el inventario correspondiente. Este aviso se publicará en dos ocasiones con intervalo de diez días en el Diario "El Porvenir". <box>1196 2375 1414 2456</box>
signature-line: NOTARIO PÚBLICO No. 70 <box>86 2479 200 2489</box>
notice-paragraph: Con fecha de hoy quedó radicada en esta Notaría a mi cargo la Sucesión Testamentaria acumulada, habiendo comparecido los herederos instituidos, quienes me expresaron aceptar la herencia y el cargo de albacea conferido, manifestando que se procederá a formular el inventario de los bienes de la herencia. Se publica este aviso por dos ocasiones de 10 diez en 10 diez días en el periódico El Porvenir. <box>1196 654 1414 735</box>
signature-line: COORDINACIÓN DE GESTIÓN JUDICIAL <box>521 1585 695 1595</box>
signature-line: PRIMER DISTRITO <box>568 2479 648 2489</box>
notice-paragraph: En la Notaría a mi cargo se radicó el Procedimiento Sucesorio Extrajudicial Testamentario, habiendo comparecido quienes acreditaron su carácter de herederos, aceptando la herencia y el cargo de albacea conferido, expresando que se procederá a formular el inventario de los bienes. Lo que se publica por dos ocasiones de diez en diez días en el periódico El Porvenir, en cumplimiento del artículo 882 del Código de Procedimientos Civiles del Estado. <box>1196 1054 1414 1145</box>
notice-dateline: San Nicolás de los Garza, Nuevo León, a 14 de noviembre del año 2025. <box>499 1531 687 1552</box>
masthead-title: El Porvenir <box>58 53 266 95</box>
signature-block <box>1197 1147 1414 1168</box>
signature-line: C. SECRETARIO ADSCRITO AL <box>77 1207 210 1218</box>
notice-heading: AVISO NOTARIAL <box>1265 1431 1345 1443</box>
signature-line: NOTARIO PÚBLICO NO. 96 <box>550 2469 665 2478</box>
signature-line: DEL PRIMER DISTRITO JUDICIAL <box>304 2479 447 2489</box>
notice-heading: EDICTO <box>823 110 858 121</box>
columns <box>27 102 1422 2523</box>
signature-line: NÚMERO 51 <box>814 1520 867 1529</box>
column-5 <box>957 102 1189 2523</box>
signature-line: (28 y 8) <box>1289 2089 1321 2099</box>
notice <box>964 105 1181 481</box>
notice-paragraph: Edith Iyetzin Rivas Reyes, TERCER ACREEDOR. DOMICILIO IGNORADO. <box>964 122 1182 142</box>
signature-line: NOTARIO PUBLICO NUMERO 20 <box>1236 2479 1375 2489</box>
notice-dateline: APODACA, NUEVO LEON A 22 DE noviembre DEL 2025 <box>732 2447 937 2466</box>
signature-line: (8, 9 y 10) <box>354 652 397 661</box>
signature-line: EL C. SECRETARIO ADSCRITO AL <box>302 610 449 619</box>
notice-heading: EDICTO <box>823 1313 858 1324</box>
signature-line: EN EL ESTADO. <box>341 2490 410 2499</box>
signature-line: CONCURRENTE <box>108 1228 178 1239</box>
signature-line: DE NUEVO LEÓN. <box>569 1627 647 1637</box>
notice <box>266 105 484 663</box>
signature-line: DISTRITO JUDICIAL EN EL ESTADO <box>531 1616 685 1626</box>
signature-line: LIC. FRANCISCO JAVIER ELIZONDO PINEDA <box>744 2469 936 2478</box>
signature-line: DISTRITO JUDICIAL EN EL ESTADO. <box>1227 358 1384 367</box>
signature-line: CAMARILLO. <box>347 2437 404 2447</box>
signature-block <box>732 519 949 572</box>
notice-paragraph: Ante el suscrito Notario comparecieron los señores de Jesús, Evaristo de apellidos González González denunciando la Sucesión Intesta mentaría de la señora MARGARITA MARTINA GONZALEZ HERNANDEZ Y DANIEL GONZALEZ MARTINEZ, Exhibiendo la Acta de defunción de el autor de la Sucesión In testamentaria donde los herederos y albacea Con fundamento en lo dispuesto en el párrafo final del artículo 882 del Código de Procedimiento Civiles de Nuevo León, se da a conocer por medio de dos publicaciones que se harán de diez días en el periódico EL PORVENIR, que se edita en Monterrey, Nuevo León, que los herederos aceptan la herencia y que van a proceder a formular el inventario de los bienes de la herencia. <box>732 2295 950 2446</box>
signature-line: (28 y 8) <box>824 2500 856 2510</box>
notice-heading: EDICTO <box>358 110 393 121</box>
signature-line: (28 y 8) <box>1289 1578 1321 1588</box>
signature-line: (28 y 8) <box>824 1530 856 1540</box>
signature-block <box>732 2469 949 2511</box>
signature-line: JUDICIAL DEL ESTADO. <box>556 449 660 459</box>
signature-block <box>1197 2069 1414 2101</box>
notice-dateline: Monterrey, Nuevo León a 03 de diciembre del año 2025. <box>964 1492 1162 1512</box>
signature-line: LIC. PERLA AZUCENA JASSO RAMÓN <box>990 2469 1155 2478</box>
